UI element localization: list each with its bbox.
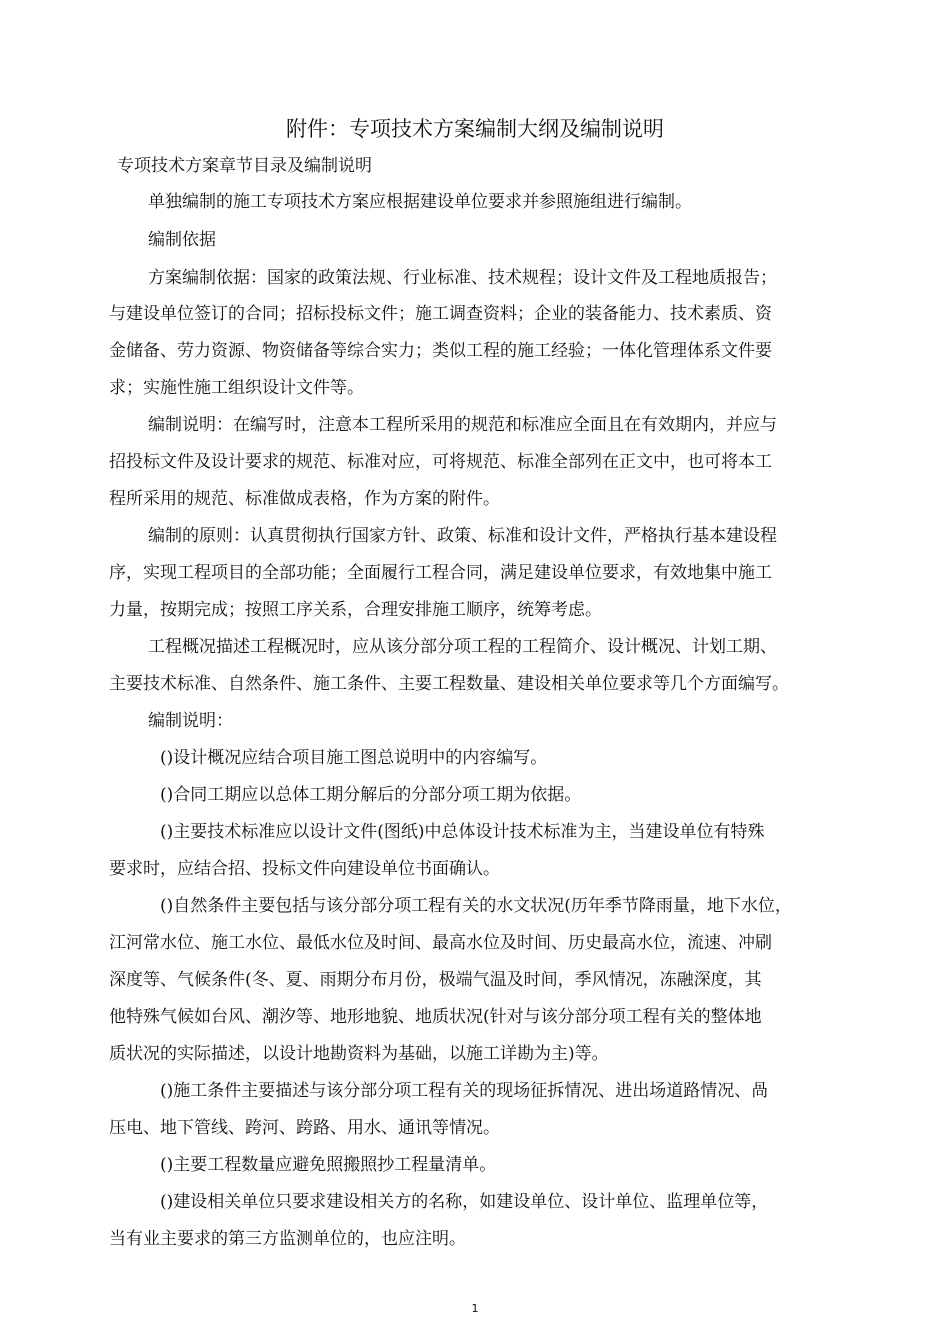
text-line: 深度等、气候条件(冬、夏、雨期分布月份，极端气温及时间，季风情况，冻融深度，其	[109, 970, 762, 990]
text-line: 要求时，应结合招、投标文件向建设单位书面确认。	[109, 859, 500, 879]
text-line: 力量，按期完成；按照工序关系，合理安排施工顺序，统筹考虑。	[109, 600, 602, 620]
text-line: 求；实施性施工组织设计文件等。	[109, 378, 364, 398]
text-line: 编制依据	[148, 230, 216, 250]
text-line: 专项技术方案章节目录及编制说明	[117, 156, 372, 176]
text-line: 程所采用的规范、标准做成表格，作为方案的附件。	[109, 489, 500, 509]
text-line: 编制的原则：认真贯彻执行国家方针、政策、标准和设计文件，严格执行基本建设程	[148, 526, 777, 546]
text-line: ()施工条件主要描述与该分部分项工程有关的现场征拆情况、进出场道路情况、咼	[160, 1081, 769, 1101]
text-line: 招投标文件及设计要求的规范、标准对应，可将规范、标准全部列在正文中，也可将本工	[109, 452, 772, 472]
page-number: 1	[471, 1302, 479, 1315]
text-line: 主要技术标准、自然条件、施工条件、主要工程数量、建设相关单位要求等几个方面编写。	[109, 674, 789, 694]
text-line: ()主要技术标准应以设计文件(图纸)中总体设计技术标准为主，当建设单位有特殊	[160, 822, 765, 842]
text-line: 质状况的实际描述，以设计地勘资料为基础，以施工详勘为主)等。	[109, 1044, 609, 1064]
text-line: 江河常水位、施工水位、最低水位及时间、最高水位及时间、历史最高水位，流速、冲刷	[109, 933, 772, 953]
text-line: ()合同工期应以总体工期分解后的分部分项工期为依据。	[160, 785, 582, 805]
text-line: ()设计概况应结合项目施工图总说明中的内容编写。	[160, 748, 548, 768]
text-line: ()主要工程数量应避免照搬照抄工程量清单。	[160, 1155, 497, 1175]
text-line: 编制说明：在编写时，注意本工程所采用的规范和标准应全面且在有效期内，并应与	[148, 415, 777, 435]
text-line: 与建设单位签订的合同；招标投标文件；施工调查资料；企业的装备能力、技术素质、资	[109, 304, 772, 324]
text-line: 编制说明：	[148, 711, 233, 731]
text-line: 序，实现工程项目的全部功能；全面履行工程合同，满足建设单位要求，有效地集中施工	[109, 563, 772, 583]
text-line: ()自然条件主要包括与该分部分项工程有关的水文状况(历年季节降雨量，地下水位，	[160, 896, 792, 916]
document-title: 附件：专项技术方案编制大纲及编制说明	[286, 117, 664, 141]
text-line: 单独编制的施工专项技术方案应根据建设单位要求并参照施组进行编制。	[148, 192, 692, 212]
text-line: 金储备、劳力资源、物资储备等综合实力；类似工程的施工经验；一体化管理体系文件要	[109, 341, 772, 361]
text-line: 他特殊气候如台风、潮汐等、地形地貌、地质状况(针对与该分部分项工程有关的整体地	[109, 1007, 762, 1027]
text-line: 压电、地下管线、跨河、跨路、用水、通讯等情况。	[109, 1118, 500, 1138]
text-line: 方案编制依据：国家的政策法规、行业标准、技术规程；设计文件及工程地质报告；	[148, 268, 777, 288]
text-line: 工程概况描述工程概况时，应从该分部分项工程的工程简介、设计概况、计划工期、	[148, 637, 777, 657]
text-line: ()建设相关单位只要求建设相关方的名称，如建设单位、设计单位、监理单位等，	[160, 1192, 769, 1212]
text-line: 当有业主要求的第三方监测单位的，也应注明。	[109, 1229, 466, 1249]
